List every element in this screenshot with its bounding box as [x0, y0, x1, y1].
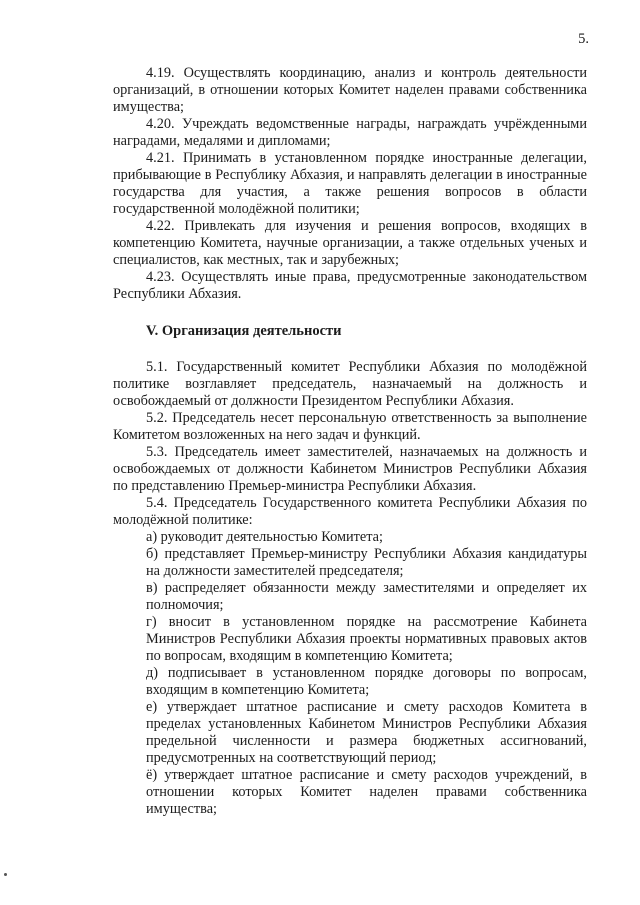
clause-4-23: 4.23. Осуществлять иные права, предусмотренные законодательством Республики Абхазия.: [113, 269, 587, 302]
clause-5-4: 5.4. Председатель Государственного комитета Республики Абхазия по молодёжной политике:: [113, 495, 587, 528]
clause-4-19: 4.19. Осуществлять координацию, анализ и контроль деятельности организаций, в отношении которых Комитет наделен правами собственника имущества;: [113, 65, 587, 115]
page-number: 5.: [578, 31, 589, 47]
section-heading: V. Организация деятельности: [146, 323, 342, 339]
clause-4-22: 4.22. Привлекать для изучения и решения вопросов, входящих в компетенцию Комитета, научные организации, а также отдельных ученых и специалистов, как местных, так и зарубежных;: [113, 218, 587, 268]
subitem-g: г) вносит в установленном порядке на рассмотрение Кабинета Министров Республики Абхазия проекты нормативных правовых актов по вопросам, входящим в компетенцию Комитета;: [146, 614, 587, 664]
document-body: [113, 65, 587, 818]
clause-5-2: 5.2. Председатель несет персональную ответственность за выполнение Комитетом возложенных на него задач и функций.: [113, 410, 587, 443]
subitem-e: е) утверждает штатное расписание и смету расходов Комитета в пределах установленных Кабинетом Министров Республики Абхазия предельной численности и размера бюджетных ассигнований, предусмотренных на соответствующий период;: [146, 699, 587, 766]
subitem-yo: ё) утверждает штатное расписание и смету расходов учреждений, в отношении которых Комитет наделен правами собственника имущества;: [146, 767, 587, 817]
clause-4-21: 4.21. Принимать в установленном порядке иностранные делегации, прибывающие в Республику Абхазия, и направлять делегации в иностранные государства для участия, а также решения вопросов в области государственной молодёжной политики;: [113, 150, 587, 217]
scan-speck: [4, 873, 7, 876]
subitem-v: в) распределяет обязанности между заместителями и определяет их полномочия;: [146, 580, 587, 613]
clause-4-20: 4.20. Учреждать ведомственные награды, награждать учрёжденными наградами, медалями и дипломами;: [113, 116, 587, 149]
subitem-a: а) руководит деятельностью Комитета;: [146, 529, 383, 545]
subitem-b: б) представляет Премьер-министру Республики Абхазия кандидатуры на должности заместителей председателя;: [146, 546, 587, 579]
subitem-d: д) подписывает в установленном порядке договоры по вопросам, входящим в компетенцию Комитета;: [146, 665, 587, 698]
clause-5-3: 5.3. Председатель имеет заместителей, назначаемых на должность и освобождаемых от должности Кабинетом Министров Республики Абхазия по представлению Премьер-министра Республики Абхазия.: [113, 444, 587, 494]
clause-5-1: 5.1. Государственный комитет Республики Абхазия по молодёжной политике возглавляет председатель, назначаемый на должность и освобождаемый от должности Президентом Республики Абхазия.: [113, 359, 587, 409]
